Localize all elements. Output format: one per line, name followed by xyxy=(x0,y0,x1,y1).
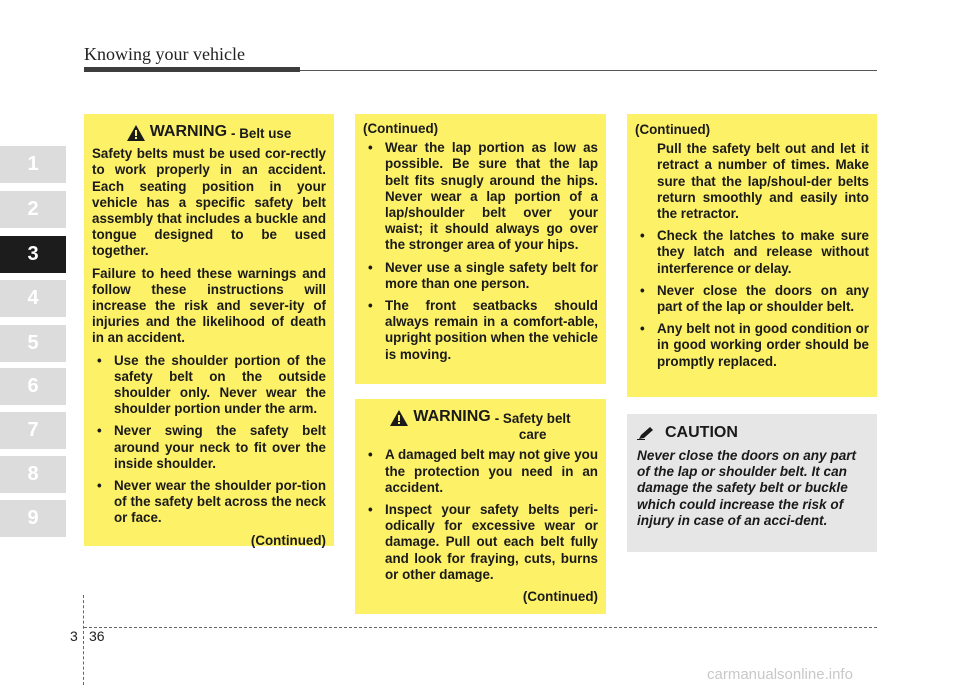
warning-subtitle-line1: - Safety belt xyxy=(494,411,571,426)
list-item: • Never use a single safety belt for more than one person. xyxy=(363,260,598,292)
warning-subtitle-line2: care xyxy=(518,427,547,443)
list-item: • Use the shoulder portion of the safety belt on the outside shoulder only. Never wear the shoulder portion under the arm. xyxy=(92,353,326,418)
chapter-tab-9[interactable]: 9 xyxy=(0,500,66,537)
pencil-icon xyxy=(637,426,657,440)
chapter-tab-2[interactable]: 2 xyxy=(0,191,66,228)
warning-subtitle xyxy=(491,409,571,443)
list-item: • Never swing the safety belt around your neck to fit over the inside shoulder. xyxy=(92,423,326,472)
warning-title: WARNING xyxy=(149,123,228,140)
bullet-list xyxy=(363,447,598,583)
continued-label: (Continued) xyxy=(522,589,598,605)
list-item: • A damaged belt may not give you the protection you need in an accident. xyxy=(363,447,598,496)
header-rule xyxy=(300,70,877,71)
list-item: • Wear the lap portion as low as possible. Be sure that the lap belt fits snugly around the hips. Never wear a lap portion of a lap/shoulder belt over your waist; it should always go over the stronger area of your hips. xyxy=(363,140,598,253)
chapter-tab-8[interactable]: 8 xyxy=(0,456,66,493)
warning-title: WARNING xyxy=(413,408,491,425)
page-header-title: Knowing your vehicle xyxy=(84,44,245,64)
chapter-tab-1[interactable]: 1 xyxy=(0,146,66,183)
caution-panel xyxy=(627,414,877,552)
caution-heading xyxy=(637,424,867,442)
chapter-tab-4[interactable]: 4 xyxy=(0,280,66,317)
chapter-tab-6[interactable]: 6 xyxy=(0,368,66,405)
continued-panel-col2 xyxy=(355,114,606,384)
warning-belt-care-panel xyxy=(355,399,606,614)
bullet-list xyxy=(92,353,326,527)
continued-label: (Continued) xyxy=(363,121,439,136)
header-bar xyxy=(84,67,300,72)
continued-label: (Continued) xyxy=(635,122,711,137)
continued-panel-col3 xyxy=(627,114,877,397)
watermark: carmanualsonline.info xyxy=(707,666,853,683)
caution-text: Never close the doors on any part of the lap or shoulder belt. It can damage the safety belt or buckle which could increase the risk of injury in case of an acci-dent. xyxy=(637,448,857,528)
paragraph: Pull the safety belt out and let it retract a number of times. Make sure that the lap/shoul-der belts return smoothly and easily into the retractor. xyxy=(657,141,869,222)
list-item: • Inspect your safety belts peri-odically for excessive wear or damage. Pull out each belt fully and look for fraying, cuts, burns or other damage. xyxy=(363,502,598,583)
warning-belt-use-panel xyxy=(84,114,334,546)
footer-vertical-rule xyxy=(83,595,84,685)
bullet-list xyxy=(363,140,598,363)
list-item: • Check the latches to make sure they latch and release without interference or delay. xyxy=(635,228,869,277)
list-item: • Any belt not in good condition or in good working order should be promptly replaced. xyxy=(635,321,869,370)
list-item: • Never close the doors on any part of the lap or shoulder belt. xyxy=(635,283,869,315)
continued-label: (Continued) xyxy=(250,532,326,548)
warning-triangle-icon xyxy=(390,410,408,426)
list-item: • The front seatbacks should always remain in a comfort-able, upright position when the vehicle is moving. xyxy=(363,298,598,363)
bullet-list xyxy=(635,228,869,370)
chapter-tab-3[interactable]: 3 xyxy=(0,236,66,273)
paragraph: Failure to heed these warnings and follow these instructions will increase the risk and sever-ity of injuries and the likelihood of death in an accident. xyxy=(92,265,326,346)
warning-triangle-icon xyxy=(127,125,145,141)
list-item: • Never wear the shoulder por-tion of the safety belt across the neck or face. xyxy=(92,478,326,527)
paragraph: Safety belts must be used cor-rectly to work properly in an accident. Each seating position in your vehicle has a specific safety belt assembly that includes a buckle and tongue designed to be used together. xyxy=(92,146,326,259)
footer-rule xyxy=(84,627,877,628)
caution-title: CAUTION xyxy=(665,424,738,441)
chapter-tab-5[interactable]: 5 xyxy=(0,325,66,362)
warning-heading xyxy=(363,409,598,443)
page-number: 36 xyxy=(89,628,105,644)
warning-subtitle: - Belt use xyxy=(231,126,292,141)
chapter-tab-7[interactable]: 7 xyxy=(0,412,66,449)
warning-heading xyxy=(92,124,326,142)
page-chapter-number: 3 xyxy=(70,628,78,644)
